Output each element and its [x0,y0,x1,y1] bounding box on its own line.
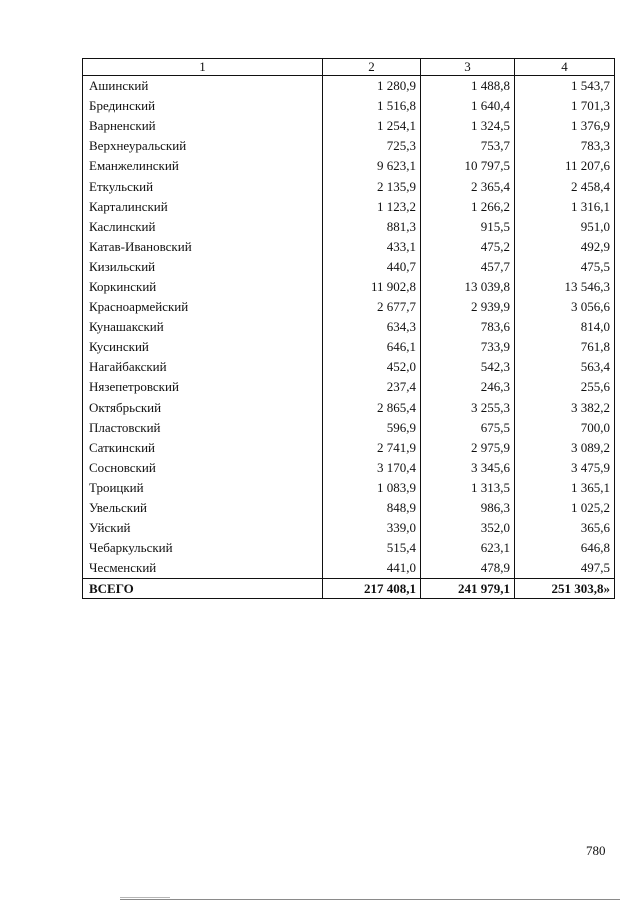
table-row [83,197,615,217]
value-cell-3: 352,0 [421,518,515,538]
value-cell-4: 1 376,9 [515,116,615,136]
value-cell-4: 951,0 [515,217,615,237]
table-footer [83,579,615,599]
value-cell-2: 2 741,9 [323,438,421,458]
value-cell-3: 1 266,2 [421,197,515,217]
total-value-4: 251 303,8» [515,579,615,599]
table-row [83,418,615,438]
value-cell-3: 10 797,5 [421,156,515,176]
district-name-cell: Еткульский [83,176,323,196]
district-name-cell: Нязепетровский [83,377,323,397]
value-cell-3: 2 975,9 [421,438,515,458]
table-row [83,518,615,538]
table-row [83,156,615,176]
value-cell-2: 634,3 [323,317,421,337]
district-name-cell: Пластовский [83,418,323,438]
table-row [83,76,615,97]
value-cell-4: 700,0 [515,418,615,438]
table-row [83,478,615,498]
value-cell-3: 13 039,8 [421,277,515,297]
value-cell-3: 783,6 [421,317,515,337]
value-cell-4: 11 207,6 [515,156,615,176]
header-row [83,59,615,76]
value-cell-2: 9 623,1 [323,156,421,176]
value-cell-2: 515,4 [323,538,421,558]
value-cell-2: 1 280,9 [323,76,421,97]
value-cell-2: 1 123,2 [323,197,421,217]
value-cell-4: 365,6 [515,518,615,538]
value-cell-4: 3 382,2 [515,398,615,418]
value-cell-2: 3 170,4 [323,458,421,478]
value-cell-3: 1 324,5 [421,116,515,136]
table-row [83,237,615,257]
value-cell-4: 492,9 [515,237,615,257]
district-name-cell: Верхнеуральский [83,136,323,156]
total-label: ВСЕГО [83,579,323,599]
district-name-cell: Увельский [83,498,323,518]
value-cell-2: 1 254,1 [323,116,421,136]
district-name-cell: Октябрьский [83,398,323,418]
district-name-cell: Каслинский [83,217,323,237]
value-cell-4: 783,3 [515,136,615,156]
table-row [83,257,615,277]
district-name-cell: Уйский [83,518,323,538]
value-cell-3: 2 939,9 [421,297,515,317]
value-cell-4: 3 475,9 [515,458,615,478]
value-cell-3: 1 488,8 [421,76,515,97]
table-row [83,96,615,116]
district-name-cell: Ашинский [83,76,323,97]
table-row [83,357,615,377]
value-cell-3: 623,1 [421,538,515,558]
table-row [83,217,615,237]
value-cell-3: 753,7 [421,136,515,156]
value-cell-3: 542,3 [421,357,515,377]
table-row [83,377,615,397]
value-cell-4: 497,5 [515,558,615,579]
value-cell-2: 339,0 [323,518,421,538]
value-cell-4: 13 546,3 [515,277,615,297]
value-cell-4: 475,5 [515,257,615,277]
value-cell-2: 881,3 [323,217,421,237]
value-cell-3: 478,9 [421,558,515,579]
table-row [83,277,615,297]
scan-artifact-line [120,897,170,898]
value-cell-3: 246,3 [421,377,515,397]
value-cell-2: 2 135,9 [323,176,421,196]
column-header-1: 1 [83,59,323,76]
value-cell-2: 725,3 [323,136,421,156]
table-row [83,458,615,478]
value-cell-2: 2 865,4 [323,398,421,418]
value-cell-3: 915,5 [421,217,515,237]
value-cell-4: 1 543,7 [515,76,615,97]
value-cell-4: 814,0 [515,317,615,337]
value-cell-3: 1 313,5 [421,478,515,498]
district-name-cell: Коркинский [83,277,323,297]
district-name-cell: Чесменский [83,558,323,579]
value-cell-4: 2 458,4 [515,176,615,196]
column-header-2: 2 [323,59,421,76]
value-cell-4: 3 056,6 [515,297,615,317]
value-cell-3: 675,5 [421,418,515,438]
table-row [83,337,615,357]
value-cell-4: 1 365,1 [515,478,615,498]
table-row [83,136,615,156]
table-row [83,538,615,558]
value-cell-3: 986,3 [421,498,515,518]
value-cell-2: 646,1 [323,337,421,357]
table-row [83,116,615,136]
value-cell-2: 11 902,8 [323,277,421,297]
table-row [83,398,615,418]
district-name-cell: Кунашакский [83,317,323,337]
district-name-cell: Троицкий [83,478,323,498]
total-value-3: 241 979,1 [421,579,515,599]
column-header-4: 4 [515,59,615,76]
district-budget-table [82,58,615,599]
value-cell-4: 563,4 [515,357,615,377]
value-cell-4: 255,6 [515,377,615,397]
value-cell-4: 761,8 [515,337,615,357]
table-header [83,59,615,76]
value-cell-3: 3 345,6 [421,458,515,478]
total-row [83,579,615,599]
district-name-cell: Кусинский [83,337,323,357]
value-cell-3: 457,7 [421,257,515,277]
value-cell-3: 3 255,3 [421,398,515,418]
value-cell-2: 237,4 [323,377,421,397]
district-name-cell: Саткинский [83,438,323,458]
district-name-cell: Кизильский [83,257,323,277]
total-value-2: 217 408,1 [323,579,421,599]
value-cell-2: 848,9 [323,498,421,518]
district-name-cell: Катав-Ивановский [83,237,323,257]
district-name-cell: Нагайбакский [83,357,323,377]
table-row [83,438,615,458]
page-number: 780 [586,843,606,858]
value-cell-2: 452,0 [323,357,421,377]
value-cell-4: 1 701,3 [515,96,615,116]
district-name-cell: Красноармейский [83,297,323,317]
column-header-3: 3 [421,59,515,76]
value-cell-2: 1 083,9 [323,478,421,498]
table-row [83,297,615,317]
table-body [83,76,615,579]
district-name-cell: Карталинский [83,197,323,217]
value-cell-2: 2 677,7 [323,297,421,317]
table-row [83,558,615,579]
district-name-cell: Варненский [83,116,323,136]
value-cell-2: 596,9 [323,418,421,438]
value-cell-2: 440,7 [323,257,421,277]
value-cell-2: 441,0 [323,558,421,579]
value-cell-2: 433,1 [323,237,421,257]
table-row [83,498,615,518]
value-cell-3: 733,9 [421,337,515,357]
value-cell-4: 1 025,2 [515,498,615,518]
bottom-scan-line [120,899,620,900]
district-name-cell: Еманжелинский [83,156,323,176]
value-cell-4: 646,8 [515,538,615,558]
value-cell-4: 1 316,1 [515,197,615,217]
value-cell-3: 1 640,4 [421,96,515,116]
table-row [83,176,615,196]
table-row [83,317,615,337]
district-name-cell: Брединский [83,96,323,116]
district-name-cell: Сосновский [83,458,323,478]
value-cell-3: 2 365,4 [421,176,515,196]
district-name-cell: Чебаркульский [83,538,323,558]
value-cell-3: 475,2 [421,237,515,257]
value-cell-2: 1 516,8 [323,96,421,116]
value-cell-4: 3 089,2 [515,438,615,458]
